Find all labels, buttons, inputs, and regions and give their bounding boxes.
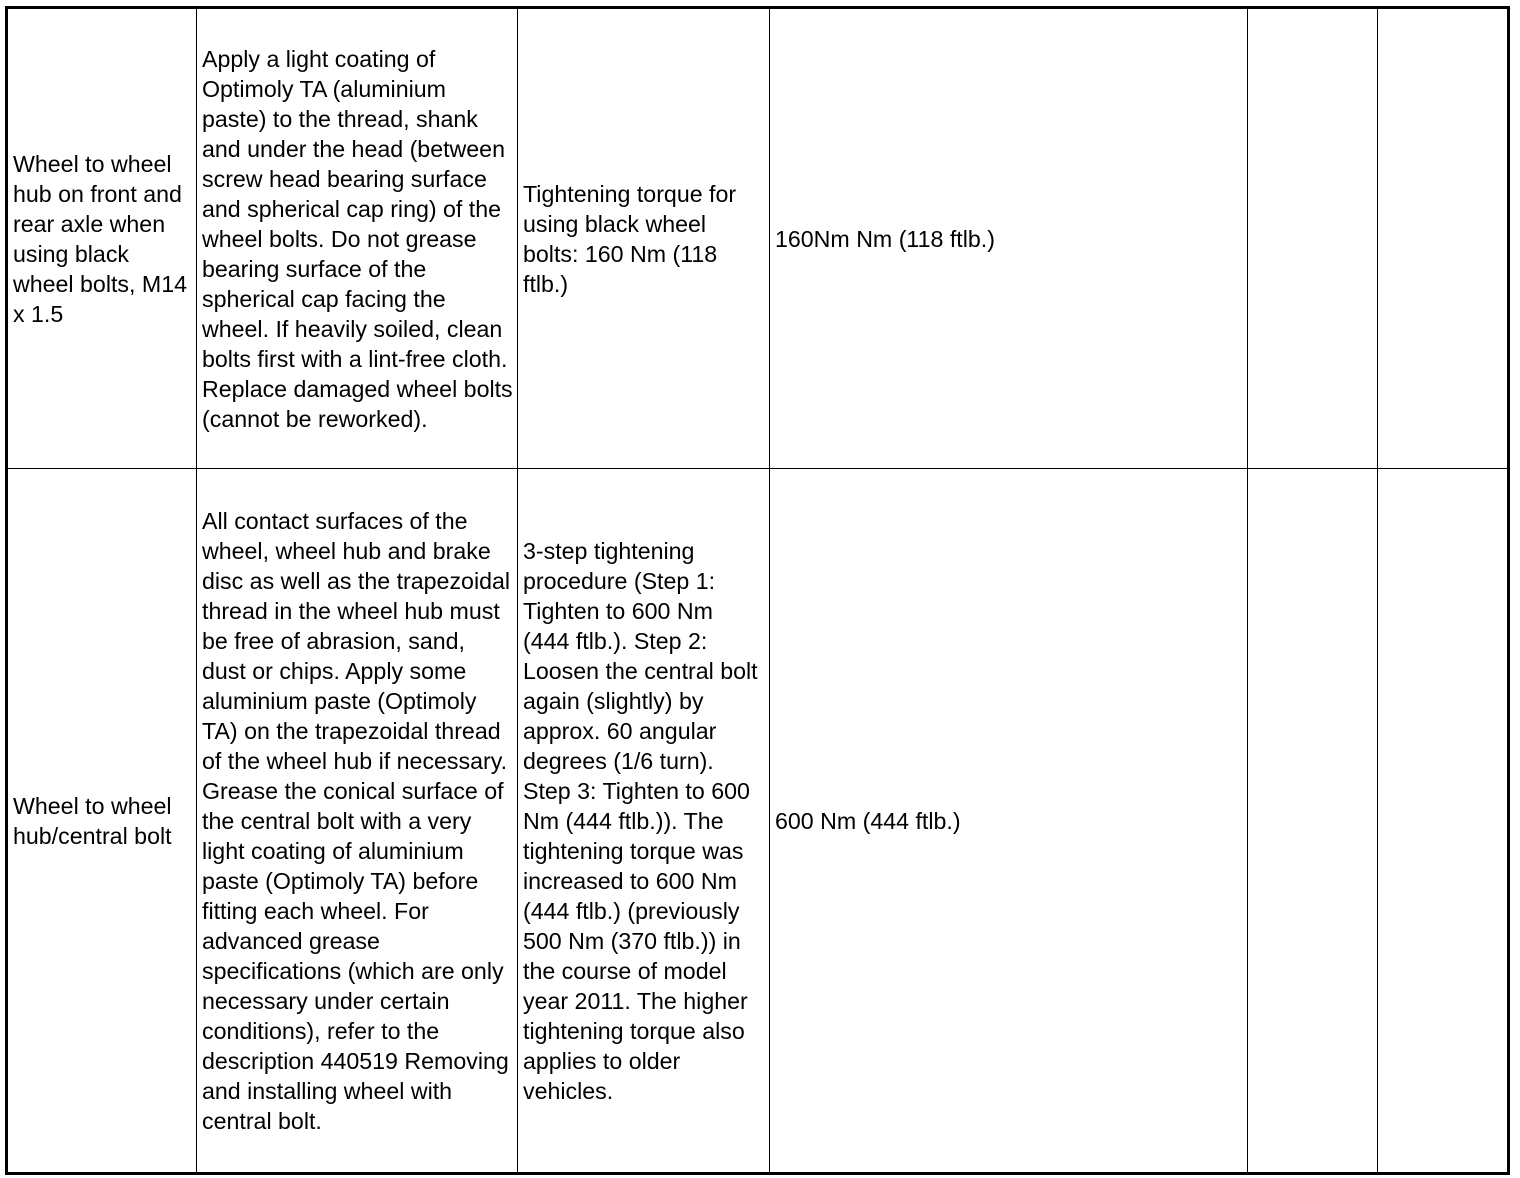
empty-cell bbox=[1248, 8, 1378, 469]
specification-cell: 3-step tightening procedure (Step 1: Tighten to 600 Nm (444 ftlb.). Step 2: Loosen the central bolt again (slightly) by approx. 60 angular degrees (1/6 turn). Step 3: Tighten to 600 Nm (444 ftlb.)). The tightening torque was increased to 600 Nm (444 ftlb.) (previously 500 Nm (370 ftlb.)) in the course of model year 2011. The higher tightening torque also applies to older vehicles. bbox=[518, 469, 770, 1174]
empty-cell bbox=[1378, 469, 1509, 1174]
torque-value-cell: 600 Nm (444 ftlb.) bbox=[770, 469, 1248, 1174]
component-cell: Wheel to wheel hub/central bolt bbox=[7, 469, 197, 1174]
table-row bbox=[7, 469, 1509, 1174]
torque-value-cell: 160Nm Nm (118 ftlb.) bbox=[770, 8, 1248, 469]
note-cell: Apply a light coating of Optimoly TA (aluminium paste) to the thread, shank and under the head (between screw head bearing surface and spherical cap ring) of the wheel bolts. Do not grease bearing surface of the spherical cap facing the wheel. If heavily soiled, clean bolts first with a lint-free cloth. Replace damaged wheel bolts (cannot be reworked). bbox=[197, 8, 518, 469]
component-cell: Wheel to wheel hub on front and rear axle when using black wheel bolts, M14 x 1.5 bbox=[7, 8, 197, 469]
note-cell: All contact surfaces of the wheel, wheel hub and brake disc as well as the trapezoidal thread in the wheel hub must be free of abrasion, sand, dust or chips. Apply some aluminium paste (Optimoly TA) on the trapezoidal thread of the wheel hub if necessary. Grease the conical surface of the central bolt with a very light coating of aluminium paste (Optimoly TA) before fitting each wheel. For advanced grease specifications (which are only necessary under certain conditions), refer to the description 440519 Removing and installing wheel with central bolt. bbox=[197, 469, 518, 1174]
table-row bbox=[7, 8, 1509, 469]
specification-cell: Tightening torque for using black wheel bolts: 160 Nm (118 ftlb.) bbox=[518, 8, 770, 469]
empty-cell bbox=[1248, 469, 1378, 1174]
empty-cell bbox=[1378, 8, 1509, 469]
torque-specification-table bbox=[5, 6, 1510, 1175]
